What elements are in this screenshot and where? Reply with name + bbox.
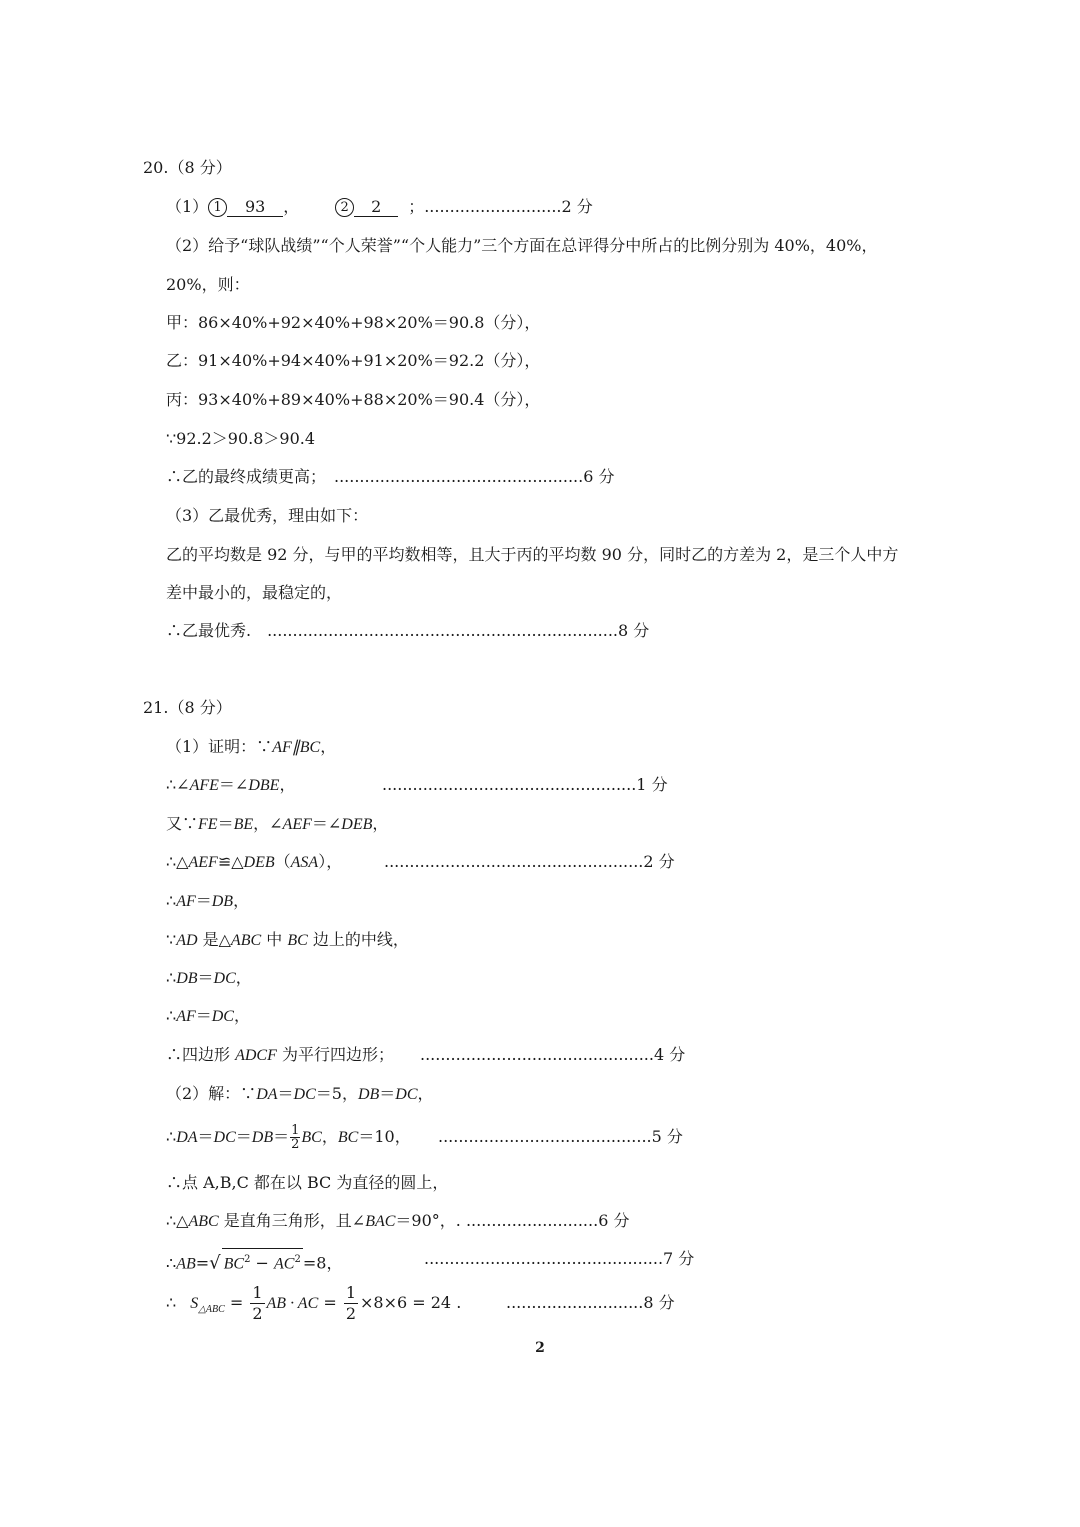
q21-line-9: ∴四边形 ADCF 为平行四边形； ..............................................4 分 xyxy=(166,1045,686,1064)
q21-line-14: ∴AB=√ $BC^2 - AC^2 =8$， ...............................................7 分 xyxy=(166,1249,695,1274)
q20-answer-2: 2 xyxy=(354,198,398,217)
q21-score-5: ..........................................5 分 xyxy=(438,1127,683,1146)
q20-p1-score: ；...........................2 分 xyxy=(408,197,593,216)
q21-score-7: ...............................................7 分 xyxy=(424,1249,695,1268)
fraction-one-half-b: $\frac{1}{2}$ xyxy=(345,1283,356,1323)
q21-score-2: ...................................................2 分 xyxy=(384,852,675,871)
q20-part1 xyxy=(166,196,593,218)
q21-line-12: ∴点 A,B,C 都在以 BC 为直径的圆上， xyxy=(166,1173,449,1192)
q20-part2-text: （2）给予“球队战绩”“个人荣誉”“个人能力”三个方面在总评得分中所占的比例分别为 40%，40%， xyxy=(166,236,878,255)
q21-line-7: ∴DB＝DC， xyxy=(166,968,252,987)
q21-score-4: ..............................................4 分 xyxy=(420,1045,686,1064)
q21-line-6: ∵AD 是△ABC 中 BC 边上的中线， xyxy=(166,930,409,949)
q20-part3-conclusion: ∴乙最优秀. .....................................................................8 分 xyxy=(166,621,650,640)
q20-part2-text2: 20%，则： xyxy=(166,275,250,294)
q21-header: 21.（8 分） xyxy=(143,698,232,717)
q21-line-8: ∴AF＝DC， xyxy=(166,1006,250,1025)
q21-line-4: ∴△AEF≌△DEB（ASA）， ...................................................2 分 xyxy=(166,852,675,871)
fraction-one-half-a: $\frac{1}{2}$ xyxy=(252,1283,263,1323)
q21-line-1: （1）证明：∵AF∥BC， xyxy=(166,737,337,756)
q20-answer-1: 93 xyxy=(227,198,283,217)
square-root: $BC^2 - AC^2$ xyxy=(222,1248,303,1275)
q20-because: ∵92.2＞90.8＞90.4 xyxy=(166,429,316,448)
fraction-one-half: $\frac{1}{2}$ xyxy=(291,1123,300,1152)
q20-p1-comma: ， xyxy=(283,197,300,216)
q21-score-1: ..................................................1 分 xyxy=(382,775,668,794)
q20-therefore: ∴乙的最终成绩更高； .................................................6 分 xyxy=(166,467,615,486)
q21-line-5: ∴AF＝DB， xyxy=(166,891,250,910)
page-number: 2 xyxy=(535,1340,545,1356)
q20-part3-reason-1: 乙的平均数是 92 分，与甲的平均数相等，且大于丙的平均数 90 分，同时乙的方差为 2，是三个人中方 xyxy=(166,545,899,564)
circled-number-1: 1 xyxy=(208,198,227,217)
q21-line-11: ∴DA＝DC＝DB＝ $\frac{1}{2}$ BC，BC＝10， ..........................................5 分 xyxy=(166,1123,683,1152)
q20-part3-text: （3）乙最优秀，理由如下： xyxy=(166,506,369,525)
circled-number-2: 2 xyxy=(335,198,354,217)
q21-score-8: ...........................8 分 xyxy=(506,1293,675,1312)
q20-p1-label: （1） xyxy=(166,197,209,216)
q20-calc-yi: 乙：91×40%+94×40%+91×20%＝92.2（分）， xyxy=(166,351,541,370)
q20-calc-jia: 甲：86×40%+92×40%+98×20%＝90.8（分）， xyxy=(166,313,541,332)
q20-part3-reason-2: 差中最小的，最稳定的， xyxy=(166,583,343,602)
q21-line-13: ∴△ABC 是直角三角形，且∠BAC＝90°，. ..........................6 分 xyxy=(166,1211,630,1230)
q21-line-15: ∴ $S_{\triangle ABC}$ = $\frac{1}{2}$ AB · AC = $\frac{1}{2}$ ×8×6 = 24 . ...........................8 分 xyxy=(166,1283,675,1323)
q21-line-2: ∴∠AFE＝∠DBE， ..................................................1 分 xyxy=(166,775,668,794)
q20-header: 20.（8 分） xyxy=(143,158,232,177)
q21-line-3: 又∵FE＝BE，∠AEF＝∠DEB， xyxy=(166,814,389,833)
q20-calc-bing: 丙：93×40%+89×40%+88×20%＝90.4（分）， xyxy=(166,390,541,409)
q21-line-10: （2）解：∵DA＝DC＝5，DB＝DC， xyxy=(166,1084,434,1103)
